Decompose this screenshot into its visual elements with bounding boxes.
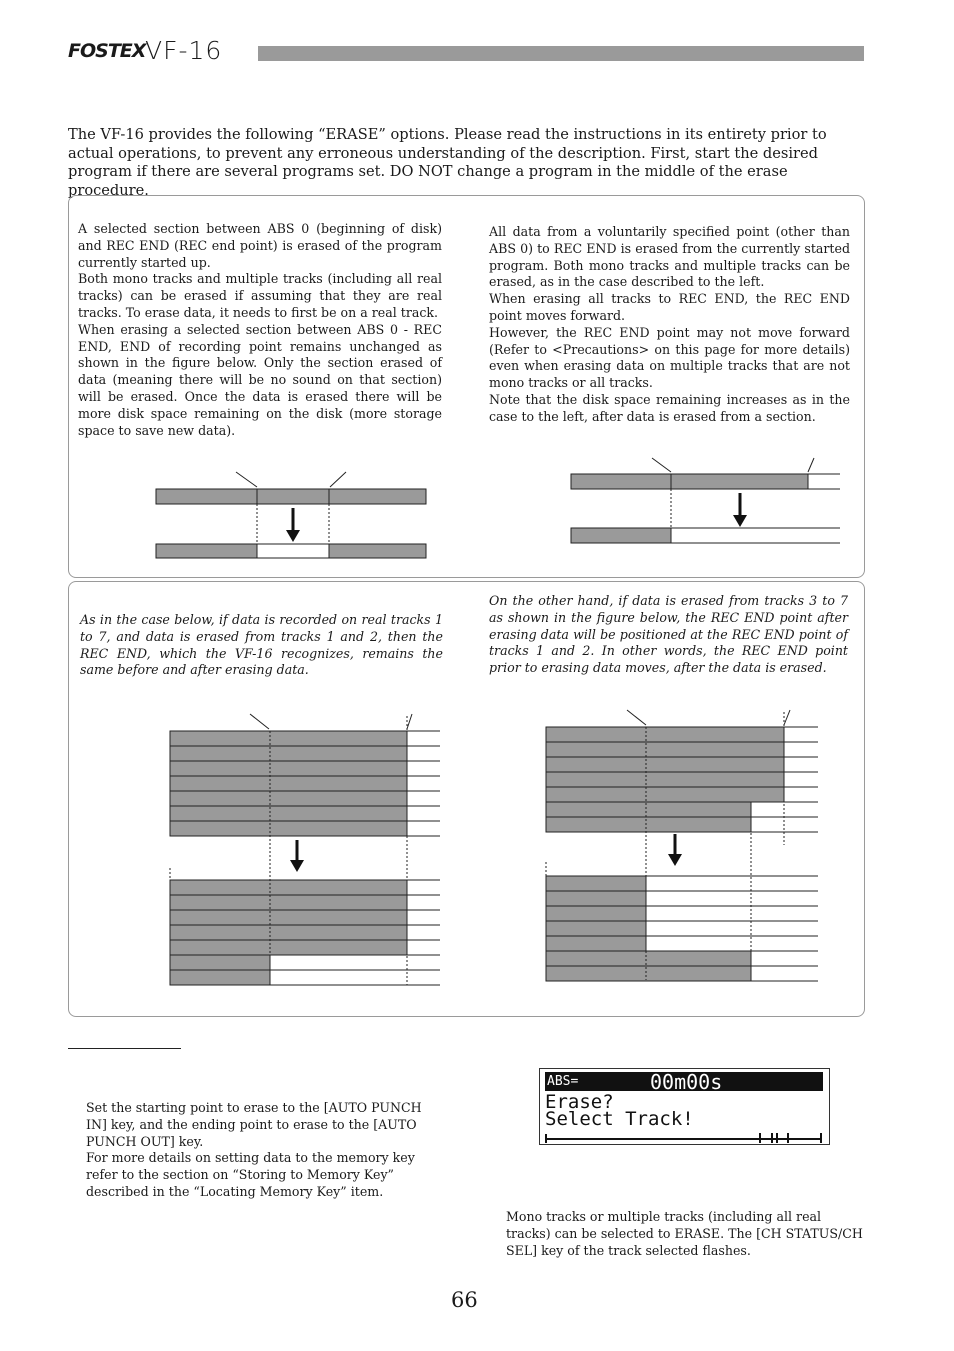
step-right-text: Mono tracks or multiple tracks (including all real tracks) can be selected to ERASE. The [CH STATUS/CH SEL] key of the track selected flashes.	[506, 1209, 863, 1258]
page-number: 66	[451, 1288, 478, 1312]
lcd-time: 00m00s	[650, 1070, 723, 1094]
lcd-abs-label: ABS=	[547, 1074, 579, 1089]
intro-paragraph: The VF-16 provides the following “ERASE” options. Please read the instructions in its entirety prior to actual operations, to prevent any erroneous understanding of the description. First, start the desired program if there are several programs set. DO NOT change a program in the middle of the erase procedure.	[68, 126, 827, 199]
paragraph: However, the REC END point may not move forward (Refer to <Precautions> on this page for more details) even when erasing data on multiple tracks that are not mono tracks or all tracks.	[489, 324, 850, 391]
model-logo: VF-16	[145, 36, 223, 65]
paragraph: Note that the disk space remaining increases as in the case to the left, after data is erased from a section.	[489, 391, 850, 424]
paragraph: Both mono tracks and multiple tracks (including all real tracks) can be erased if assuming that they are real tracks. To erase data, it needs to first be on a real track.	[78, 271, 442, 320]
paragraph: A selected section between ABS 0 (beginning of disk) and REC END (REC end point) is erased of the program currently started up.	[78, 221, 442, 270]
paragraph: All data from a voluntarily specified point (other than ABS 0) to REC END is erased from the currently started program. Both mono tracks and multiple tracks can be erased, as in the case described to the left.	[489, 224, 850, 290]
panel2-right-text: On the other hand, if data is erased from tracks 3 to 7 as shown in the figure below, the REC END point after erasing data will be positioned at the REC END point of tracks 1 and 2. In other words, the REC END point prior to erasing data moves, after the data is erased.	[489, 593, 848, 676]
paragraph: For more details on setting data to the memory key refer to the section on “Storing to Memory Key” described in the “Locating Memory Key” item.	[86, 1150, 415, 1199]
lcd-line-2: Select Track!	[545, 1108, 694, 1130]
brand-logo: FOSTEX	[68, 40, 146, 62]
paragraph: When erasing a selected section between ABS 0 - REC END, END of recording point remains unchanged as shown in the figure below. Only the section erased of data (meaning there will be no sound on that section) will be erased. Once the data is erased there will be more disk space remaining on the disk (more storage space to save new data).	[78, 321, 442, 438]
paragraph: When erasing all tracks to REC END, the REC END point moves forward.	[489, 291, 850, 323]
lcd-line-1: Erase?	[545, 1091, 614, 1113]
panel2-left-text: As in the case below, if data is recorded on real tracks 1 to 7, and data is erased from tracks 1 and 2, then the REC END, which the VF-16 recognizes, remains the same before and after erasing data.	[80, 612, 443, 678]
paragraph: Set the starting point to erase to the [AUTO PUNCH IN] key, and the ending point to erase to the [AUTO PUNCH OUT] key.	[86, 1100, 422, 1149]
